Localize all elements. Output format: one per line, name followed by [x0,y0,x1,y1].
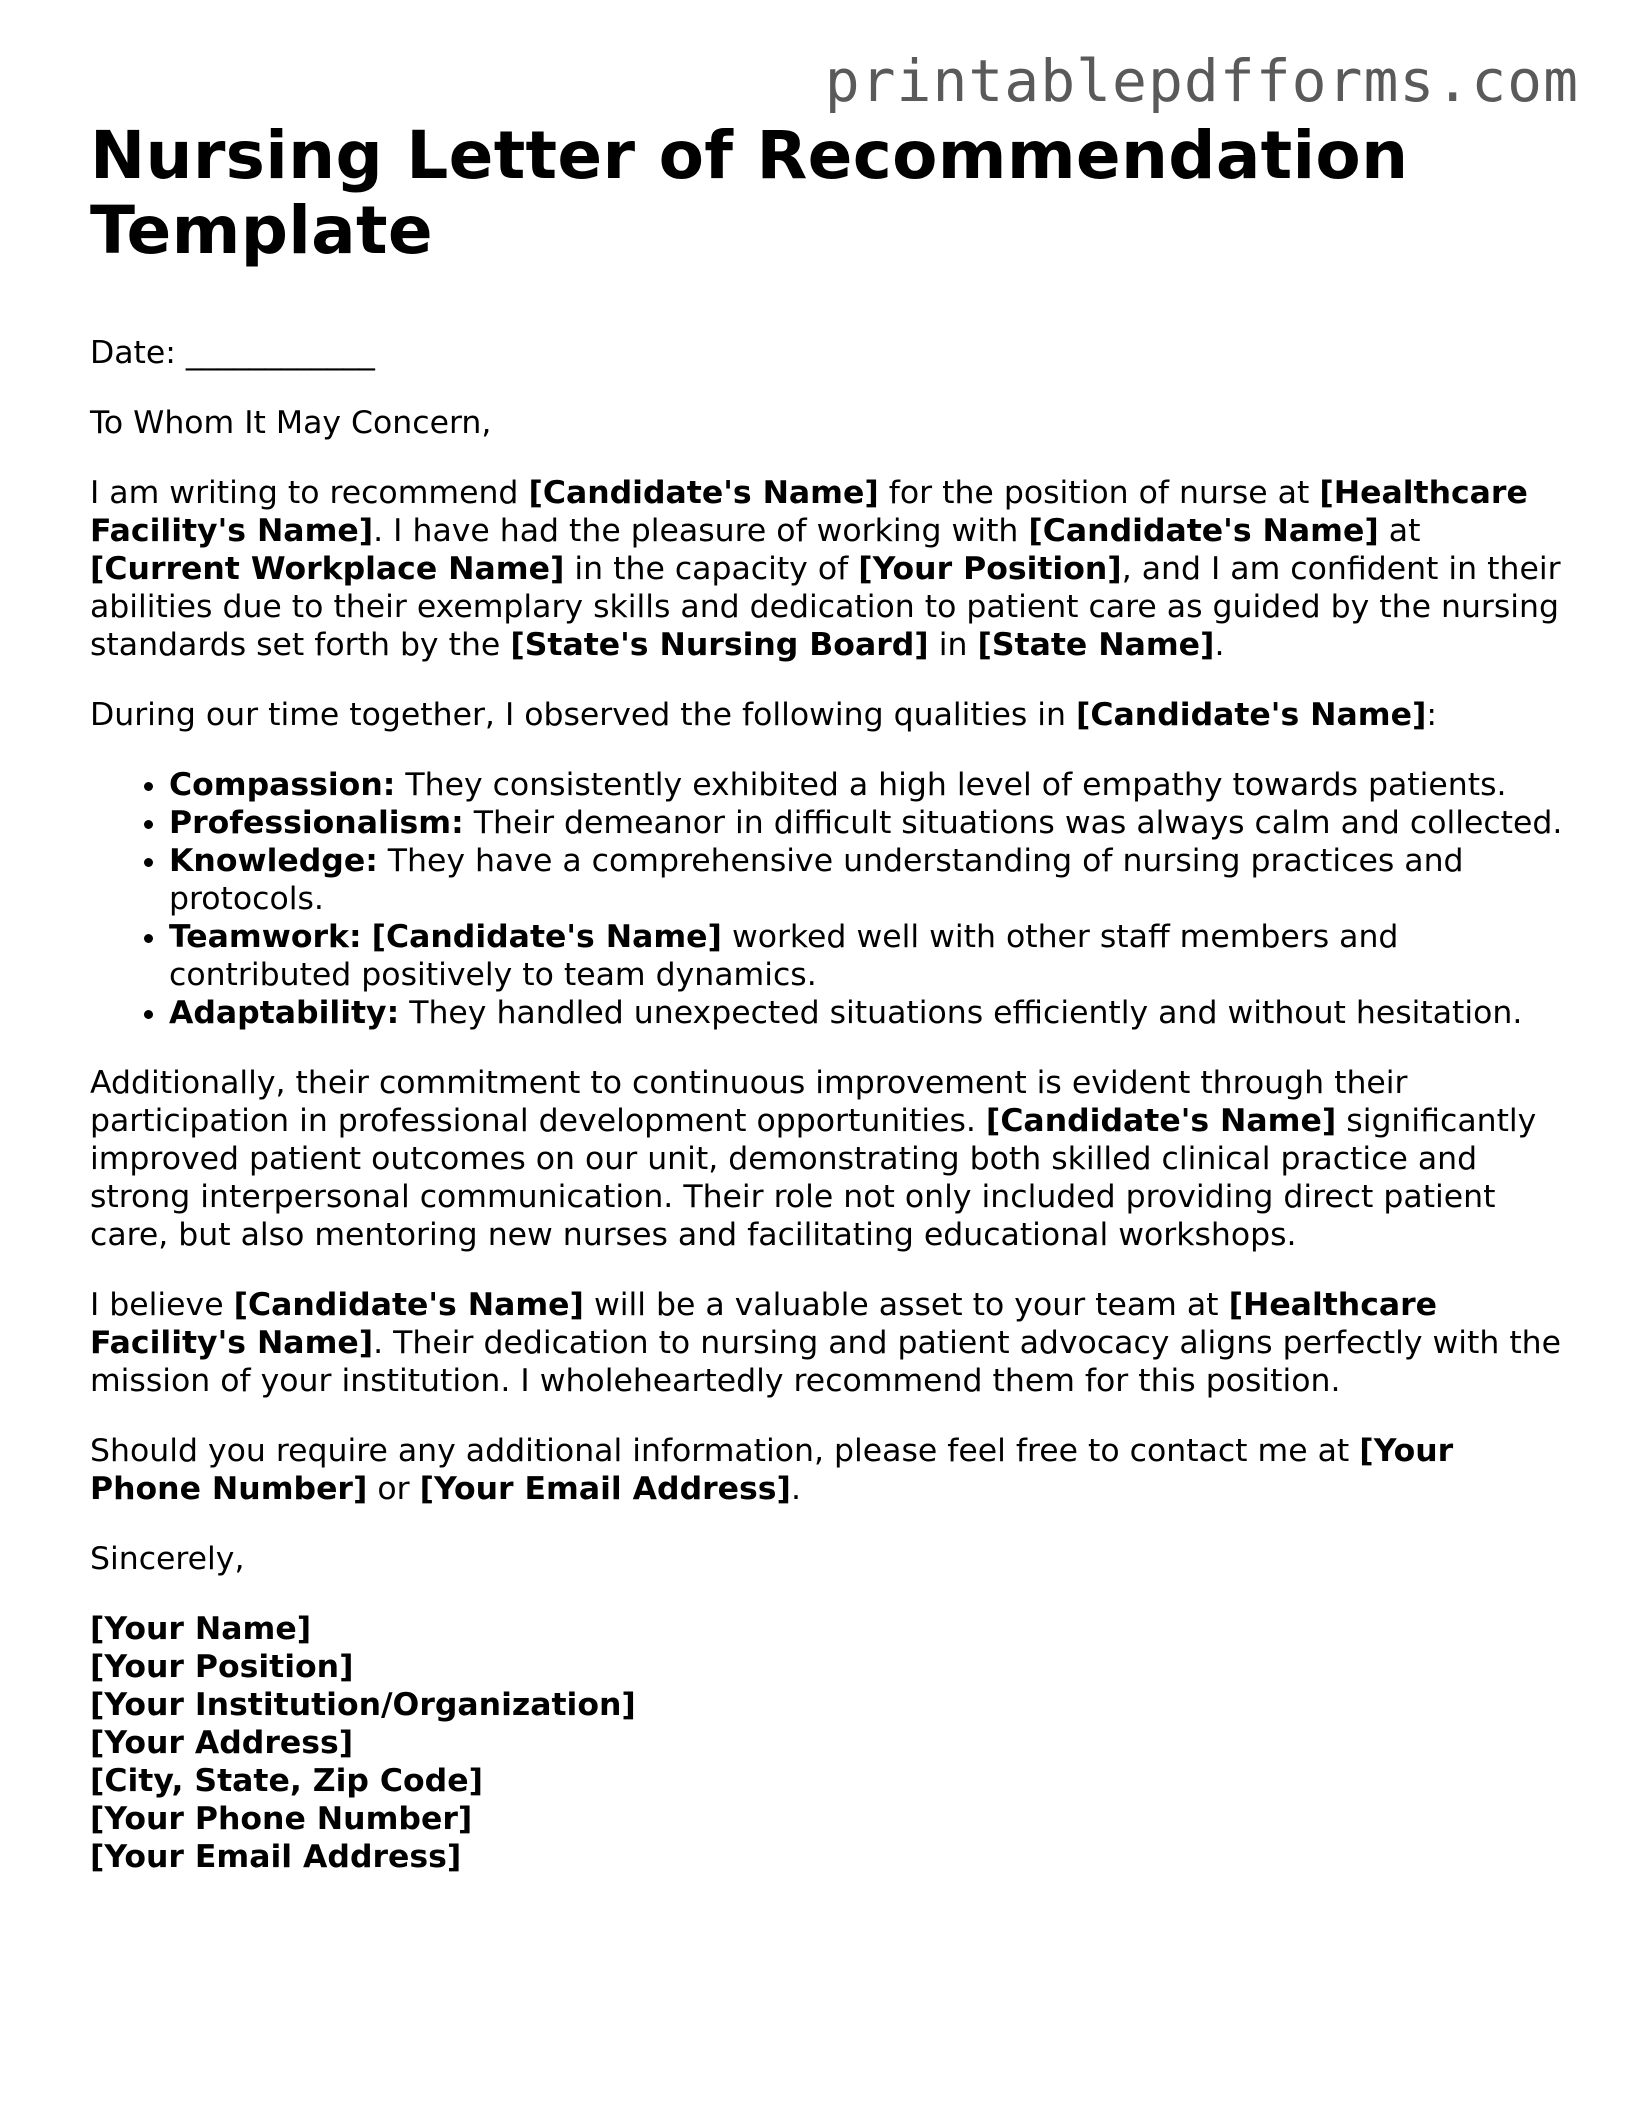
quality-label: Knowledge: [169,843,378,879]
candidate-name-placeholder: [Candidate's Name] [985,1103,1337,1139]
date-blank: ____________ [185,335,375,371]
list-item [169,804,1570,842]
date-label: Date: [90,335,176,371]
belief-paragraph [90,1286,1570,1400]
facility-name-placeholder: [Healthcare Facility's Name] [90,475,1528,549]
signature-city: [City, State, Zip Code] [90,1763,483,1799]
candidate-name-placeholder: [Candidate's Name] [371,919,722,955]
qualities-intro-text: During our time together, I observed the following qualities in [90,697,1077,733]
intro-text: . [1214,627,1225,663]
belief-text: . Their dedication to nursing and patient advocacy aligns perfectly with the mission of your institution. I wholeheartedly recommend them for this position. [90,1325,1562,1399]
contact-text: Should you require any additional information, please feel free to contact me at [90,1433,1360,1469]
letter-document [90,118,1570,1876]
contact-text: . [790,1471,801,1507]
additional-text: Additionally, their commitment to continuous improvement is evident through their participation in professional development opportunities. [90,1065,1408,1139]
candidate-name-placeholder: [Candidate's Name] [528,475,879,511]
contact-paragraph [90,1432,1570,1508]
watermark: printablepdfforms.com [824,47,1579,115]
candidate-name-placeholder: [Candidate's Name] [1076,697,1427,733]
belief-text: will be a valuable asset to your team at [583,1287,1229,1323]
signature-block [90,1610,1570,1876]
list-item [169,842,1570,918]
intro-text: , and I am confident in their abilities due to their exemplary skills and dedication to patient care as guided by the nursing standards set forth by the [90,551,1561,663]
quality-label: Professionalism: [169,805,464,841]
quality-label: Adaptability: [169,995,400,1031]
signature-phone: [Your Phone Number] [90,1801,473,1837]
list-item [169,766,1570,804]
signature-position: [Your Position] [90,1649,354,1685]
page-title: Nursing Letter of Recommendation Template [90,117,1409,269]
quality-text: worked well with other staff members and contributed positively to team dynamics. [169,919,1399,993]
intro-paragraph [90,474,1570,664]
list-item [169,918,1570,994]
signature-email: [Your Email Address] [90,1839,462,1875]
quality-text: They consistently exhibited a high level of empathy towards patients. [395,767,1507,803]
nursing-board-placeholder: [State's Nursing Board] [510,627,929,663]
quality-label: Compassion: [169,767,396,803]
closing: Sincerely, [90,1541,245,1577]
quality-text: They have a comprehensive understanding of nursing practices and protocols. [169,843,1464,917]
qualities-list [90,766,1570,1032]
candidate-name-placeholder: [Candidate's Name] [1028,513,1379,549]
intro-text: for the position of nurse at [878,475,1320,511]
quality-text: They handled unexpected situations efficiently and without hesitation. [399,995,1523,1031]
qualities-intro [90,696,1570,734]
intro-text: in [928,627,978,663]
workplace-placeholder: [Current Workplace Name] [90,551,565,587]
candidate-name-placeholder: [Candidate's Name] [233,1287,584,1323]
intro-text: at [1378,513,1421,549]
additional-text: significantly improved patient outcomes on our unit, demonstrating both skilled clinical practice and strong interpersonal communication. Their role not only included providing direct patient care, but also mentoring new nurses and facilitating educational workshops. [90,1103,1537,1253]
state-name-placeholder: [State Name] [977,627,1215,663]
intro-text: in the capacity of [564,551,859,587]
quality-text: Their demeanor in difficult situations was always calm and collected. [463,805,1563,841]
belief-text: I believe [90,1287,234,1323]
list-item [169,994,1570,1032]
intro-text: . I have had the pleasure of working with [373,513,1029,549]
contact-text: or [367,1471,420,1507]
quality-label: Teamwork: [169,919,362,955]
phone-placeholder: [Your Phone Number] [90,1433,1454,1507]
signature-institution: [Your Institution/Organization] [90,1687,636,1723]
salutation: To Whom It May Concern, [90,405,492,441]
additional-paragraph [90,1064,1570,1254]
signature-name: [Your Name] [90,1611,312,1647]
signature-address: [Your Address] [90,1725,354,1761]
facility-name-placeholder: [Healthcare Facility's Name] [90,1287,1438,1361]
intro-text: I am writing to recommend [90,475,529,511]
position-placeholder: [Your Position] [858,551,1122,587]
email-placeholder: [Your Email Address] [419,1471,791,1507]
date-line [90,334,1570,372]
qualities-intro-text: : [1426,697,1437,733]
